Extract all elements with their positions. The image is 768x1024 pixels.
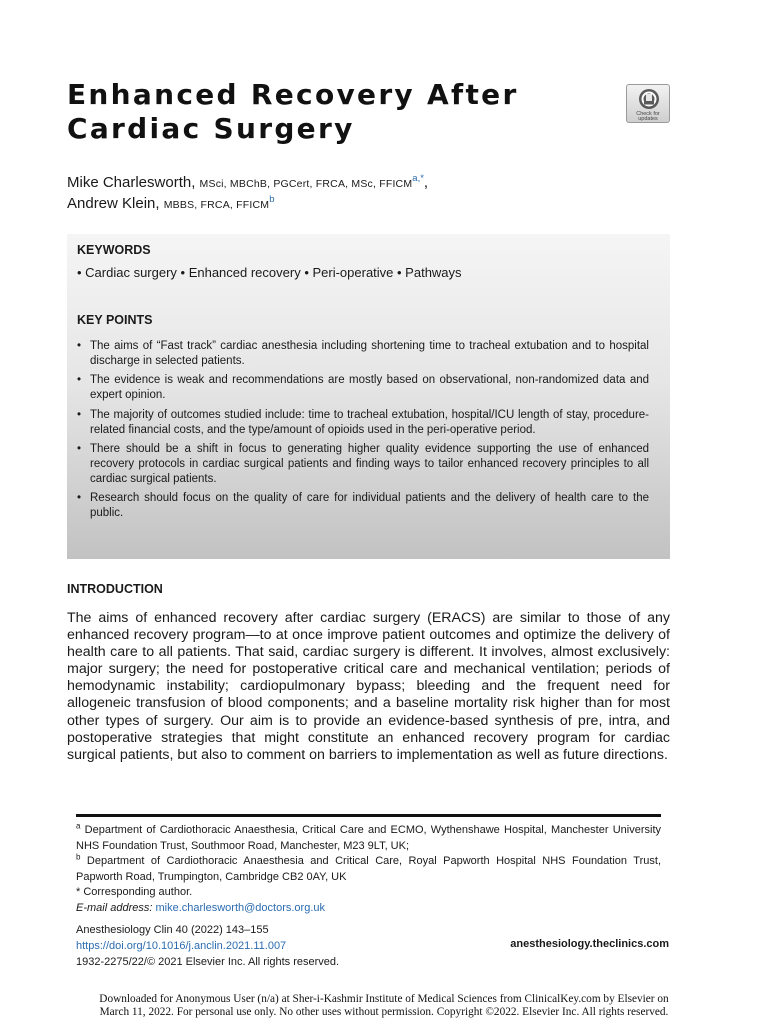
key-point-item: • There should be a shift in focus to generating higher quality evidence supporting the use of enhanced recovery protocols in cardiac surgical patients and finding ways to tailor enhanced recovery principles to all cardiac surgical patients. xyxy=(77,442,649,486)
download-notice-line: Downloaded for Anonymous User (n/a) at Sher-i-Kashmir Institute of Medical Sciences from ClinicalKey.com by Elsevier on xyxy=(99,993,669,1005)
title-line-2: Cardiac Surgery xyxy=(67,112,355,145)
badge-text-2: updates xyxy=(638,116,658,122)
key-point-item: • The evidence is weak and recommendations are mostly based on observational, non-randomized data and expert opinion. xyxy=(77,373,649,402)
key-point-item: • Research should focus on the quality of care for individual patients and the delivery of health care to the public. xyxy=(77,491,649,520)
keywords-list: • Cardiac surgery • Enhanced recovery • Peri-operative • Pathways xyxy=(77,265,462,280)
footnote-text: Department of Cardiothoracic Anaesthesia and Critical Care, Royal Papworth Hospital NHS Foundation Trust, Papworth Road, Trumpington, Cambridge CB2 0AY, UK xyxy=(76,855,661,883)
footnote-mark: b xyxy=(76,852,81,862)
author-name: Andrew Klein, xyxy=(67,195,160,212)
key-point-item: • The majority of outcomes studied include: time to tracheal extubation, hospital/ICU length of stay, procedure-related financial costs, and the type/amount of opioids used in the peri-operative period. xyxy=(77,408,649,437)
author-name: Mike Charlesworth, xyxy=(67,174,196,191)
author-affiliation[interactable]: a,* xyxy=(412,173,424,184)
keywords-heading: KEYWORDS xyxy=(77,243,151,257)
author-list xyxy=(67,173,428,215)
title-line-1: Enhanced Recovery After xyxy=(67,78,519,111)
doi-link[interactable]: https://doi.org/10.1016/j.anclin.2021.11.007 xyxy=(76,939,287,952)
check-for-updates-badge[interactable] xyxy=(626,84,670,123)
email-line xyxy=(76,901,661,917)
key-points-heading: KEY POINTS xyxy=(77,313,153,327)
key-point-item: • The aims of “Fast track” cardiac anesthesia including shortening time to tracheal extubation and to hospital discharge in selected patients. xyxy=(77,339,649,368)
footnote-affiliation-a xyxy=(76,823,661,854)
journal-citation: Anesthesiology Clin 40 (2022) 143–155 xyxy=(76,924,269,936)
author-line xyxy=(67,173,428,194)
author-degrees: MBBS, FRCA, FFICM xyxy=(163,199,270,211)
footnote-affiliation-b xyxy=(76,854,661,885)
author-affiliation[interactable]: b xyxy=(269,194,275,205)
key-points-list xyxy=(77,339,649,526)
download-notice-line: March 11, 2022. For personal use only. No other uses without permission. Copyright ©2022. Elsevier Inc. All rights reserved. xyxy=(99,1005,669,1018)
introduction-paragraph: The aims of enhanced recovery after cardiac surgery (ERACS) are similar to those of any enhanced recovery program—to at once improve patient outcomes and optimize the delivery of health care to all patients. That said, cardiac surgery is different. It involves, almost exclusively: major surgery; the need for postoperative critical care and mechanical ventilation; periods of hemodynamic instability; cardiopulmonary bypass; bleeding and the frequent need for allogeneic transfusion of blood components; and a baseline mortality risk higher than for most other types of surgery. Our aim is to provide an evidence-based synthesis of pre, intra, and postoperative strategies that might constitute an enhanced recovery program for cardiac surgical patients, but also to comment on barriers to implementation as well as future directions. xyxy=(67,610,670,763)
author-line xyxy=(67,194,428,215)
corresponding-author-note: * Corresponding author. xyxy=(76,886,193,898)
introduction-heading: INTRODUCTION xyxy=(67,582,163,596)
email-link[interactable]: mike.charlesworth@doctors.org.uk xyxy=(155,901,325,914)
email-label: E-mail address: xyxy=(76,901,153,914)
check-for-updates-icon xyxy=(638,88,660,110)
footnote-text: Department of Cardiothoracic Anaesthesia, Critical Care and ECMO, Wythenshawe Hospital, Manchester University NHS Foundation Trust, Southmoor Road, Manchester, M23 9LT, UK; xyxy=(76,824,661,852)
footnote-divider xyxy=(76,814,661,817)
footnotes xyxy=(76,823,661,916)
article-title xyxy=(67,78,607,146)
keywords-keypoints-box xyxy=(67,234,670,559)
citation-block xyxy=(76,923,339,970)
journal-website: anesthesiology.theclinics.com xyxy=(510,938,669,950)
download-notice xyxy=(0,993,768,1018)
badge-text-1: Check for xyxy=(636,111,660,117)
footnote-mark: a xyxy=(76,821,81,831)
copyright-line: 1932-2275/22/© 2021 Elsevier Inc. All rights reserved. xyxy=(76,955,340,968)
author-separator: , xyxy=(423,174,429,191)
author-degrees: MSci, MBChB, PGCert, FRCA, MSc, FFICM xyxy=(199,178,413,190)
